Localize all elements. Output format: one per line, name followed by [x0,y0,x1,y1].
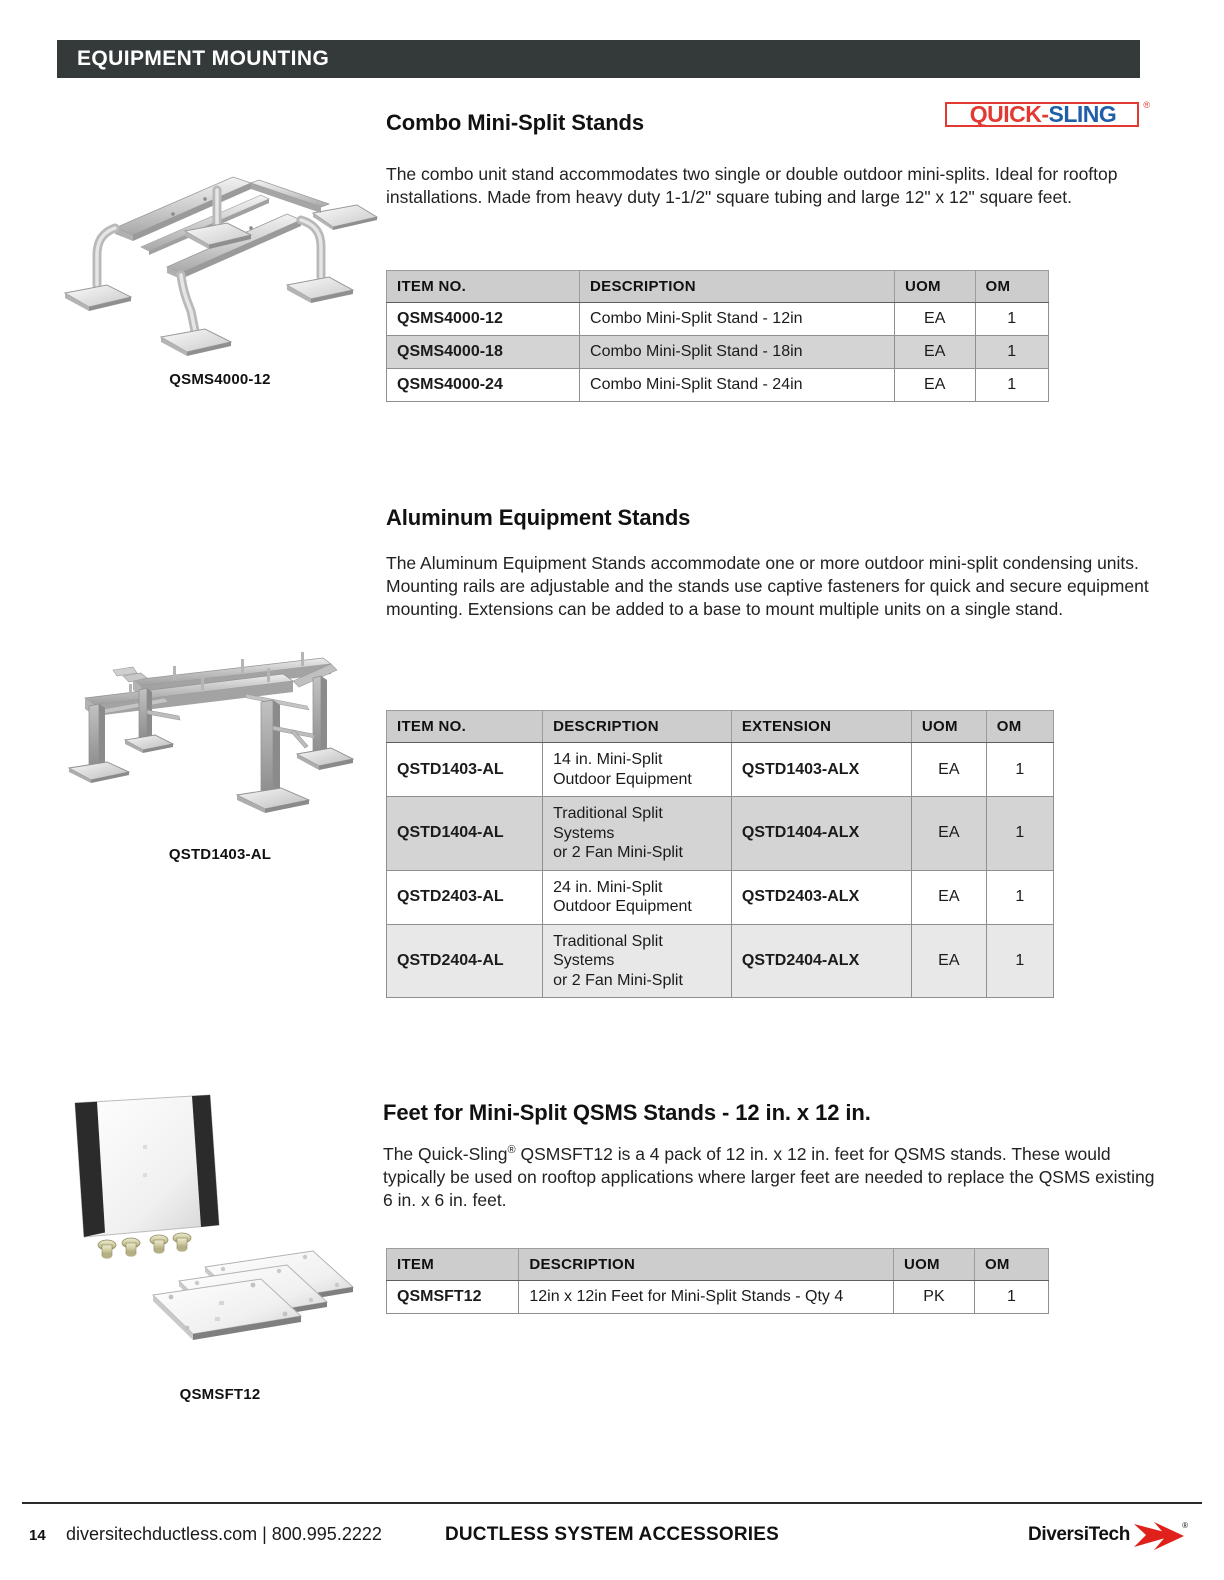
product-figure-combo-stand [55,135,385,388]
quick-sling-logo-part2: SLING [1048,101,1117,127]
table-row [387,336,1049,369]
cell-uom: EA [894,369,975,402]
footer-category-title: DUCTLESS SYSTEM ACCESSORIES [444,1524,780,1545]
table-aluminum-equipment-stands [386,710,1054,998]
cell-description [543,743,732,797]
col-header-uom: UOM [911,711,986,743]
cell-extension: QSTD1404-ALX [731,797,911,871]
table-header-row [387,1249,1049,1281]
cell-uom: EA [911,797,986,871]
product-description-combo-stands: The combo unit stand accommodates two single or double outdoor mini-splits. Ideal for rooftop installations. Made from heavy duty 1-1/2" square tubing and large 12" x 12" square feet. [386,164,1118,208]
col-header-item-no: ITEM NO. [387,271,580,303]
cell-om: 1 [974,1281,1048,1314]
combo-mini-split-stand-photo [55,135,385,365]
cell-om: 1 [975,303,1049,336]
diversitech-logo-text: DiversiTech [1028,1524,1130,1545]
cell-uom: EA [911,743,986,797]
table-row [387,1281,1049,1314]
table-row [387,369,1049,402]
cell-extension: QSTD2404-ALX [731,924,911,998]
page-number: 14 [29,1527,46,1544]
col-header-uom: UOM [894,271,975,303]
col-header-description: DESCRIPTION [519,1249,894,1281]
cell-item: QSMSFT12 [387,1281,519,1314]
cell-description-line2: Outdoor Equipment [553,898,692,916]
product-figure-aluminum-stand [55,640,385,863]
cell-description: Combo Mini-Split Stand - 18in [580,336,895,369]
cell-description: Combo Mini-Split Stand - 24in [580,369,895,402]
product-figure-mini-split-feet [55,1085,385,1403]
registered-mark: ® [507,1144,516,1157]
table-row [387,303,1049,336]
cell-description-line2: Outdoor Equipment [553,770,692,788]
section-header-bar [57,40,1140,78]
footer-divider [22,1502,1202,1504]
cell-uom: EA [911,924,986,998]
product-title-aluminum-stands: Aluminum Equipment Stands [386,505,691,530]
col-header-uom: UOM [893,1249,974,1281]
bolt-group [98,1233,191,1259]
product-image-caption: QSTD1403-AL [168,846,272,863]
product-image-caption: QSMSFT12 [179,1386,261,1403]
col-header-om: OM [986,711,1053,743]
table-row [387,924,1054,998]
description-text-pre: The Quick-Sling [383,1144,508,1164]
quick-sling-logo-text [945,100,1141,129]
diversitech-logo [1028,1518,1188,1554]
cell-item-no: QSMS4000-12 [387,303,580,336]
cell-extension: QSTD2403-ALX [731,870,911,924]
cell-om: 1 [975,336,1049,369]
diversitech-arrow-icon [1132,1520,1188,1554]
cell-description-line1: 14 in. Mini-Split [553,751,663,768]
cell-description [543,870,732,924]
col-header-om: OM [974,1249,1048,1281]
cell-om: 1 [986,797,1053,871]
cell-item-no: QSTD1404-AL [387,797,543,871]
cell-uom: EA [894,336,975,369]
product-title-combo-stands: Combo Mini-Split Stands [386,110,645,135]
cell-om: 1 [986,924,1053,998]
table-header-row [387,271,1049,303]
col-header-item: ITEM [387,1249,519,1281]
table-combo-mini-split-stands [386,270,1049,402]
cell-description-line1: Traditional Split Systems [553,805,663,842]
col-header-om: OM [975,271,1049,303]
cell-om: 1 [986,743,1053,797]
table-row [387,797,1054,871]
mini-split-feet-photo [55,1085,385,1380]
cell-uom: PK [893,1281,974,1314]
cell-item-no: QSTD2404-AL [387,924,543,998]
cell-item-no: QSTD1403-AL [387,743,543,797]
cell-item-no: QSTD2403-AL [387,870,543,924]
cell-description-line2: or 2 Fan Mini-Split [553,971,683,989]
table-row [387,870,1054,924]
col-header-extension: EXTENSION [731,711,911,743]
diversitech-registered-mark: ® [1182,1521,1188,1530]
cell-uom: EA [894,303,975,336]
cell-item-no: QSMS4000-24 [387,369,580,402]
col-header-description: DESCRIPTION [543,711,732,743]
cell-description [543,797,732,871]
section-title: EQUIPMENT MOUNTING [77,47,330,70]
col-header-item-no: ITEM NO. [387,711,543,743]
table-row [387,743,1054,797]
cell-om: 1 [986,870,1053,924]
product-title-mini-split-feet: Feet for Mini-Split QSMS Stands - 12 in. x 12 in. [383,1100,871,1125]
product-description-mini-split-feet [383,1143,1163,1212]
quick-sling-logo-part1: QUICK- [969,101,1049,127]
cell-description: Combo Mini-Split Stand - 12in [580,303,895,336]
table-mini-split-feet [386,1248,1049,1314]
cell-description [543,924,732,998]
cell-description-line2: or 2 Fan Mini-Split [553,844,683,862]
cell-item-no: QSMS4000-18 [387,336,580,369]
cell-description: 12in x 12in Feet for Mini-Split Stands - Qty 4 [519,1281,894,1314]
table-header-row [387,711,1054,743]
cell-om: 1 [975,369,1049,402]
col-header-description: DESCRIPTION [580,271,895,303]
cell-uom: EA [911,870,986,924]
cell-extension: QSTD1403-ALX [731,743,911,797]
cell-description-line1: Traditional Split Systems [553,932,663,970]
product-description-aluminum-stands: The Aluminum Equipment Stands accommodate one or more outdoor mini-split condensing units. Mounting rails are adjustable and the stands use captive fasteners for quick and secure equipment mounting. Extensions can be added to a base to mount multiple units on a single stand. [386,553,1149,620]
quick-sling-logo [945,100,1150,130]
cell-description-line1: 24 in. Mini-Split [553,878,663,896]
product-image-caption: QSMS4000-12 [169,371,271,388]
quick-sling-registered-mark: ® [1143,100,1150,110]
aluminum-equipment-stand-photo [55,640,385,840]
footer-website-phone: diversitechductless.com | 800.995.2222 [66,1524,382,1544]
description-text-post: QSMSFT12 is a 4 pack of 12 in. x 12 in. feet for QSMS stands. These would typically be used on rooftop applications where larger feet are needed to replace the QSMS existing 6 in. x 6 in. feet. [383,1144,1155,1211]
